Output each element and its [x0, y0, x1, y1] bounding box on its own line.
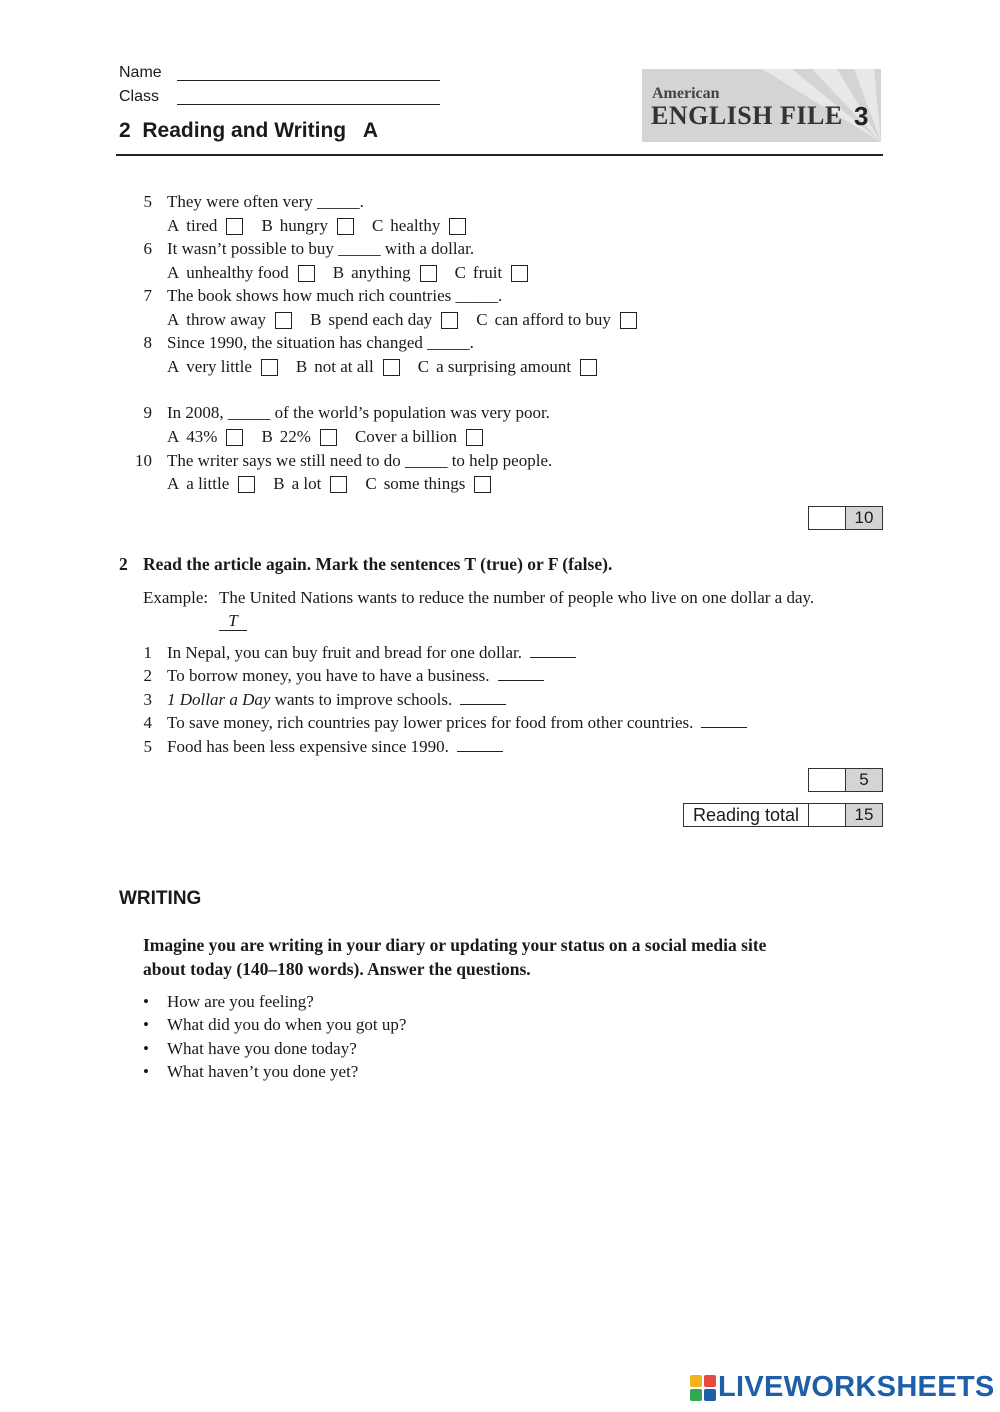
checkbox[interactable] [226, 218, 243, 235]
item-number: 5 [143, 737, 152, 756]
example-text: The United Nations wants to reduce the number of people who live on one dollar a day. [219, 588, 815, 607]
question-text: They were often very _____. [167, 192, 364, 211]
checkbox[interactable] [320, 429, 337, 446]
question-number: 6 [143, 239, 152, 258]
class-label: Class [119, 88, 160, 105]
option-c: C can afford to buy [476, 309, 637, 331]
question-number: 5 [143, 192, 152, 211]
answer-options [167, 426, 501, 448]
checkbox[interactable] [580, 359, 597, 376]
item-text: To borrow money, you have to have a business. [167, 666, 490, 685]
question-number: 9 [143, 403, 152, 422]
option-c: C a surprising amount [418, 356, 597, 378]
bullet-marker: • [143, 1062, 149, 1081]
answer-blank[interactable] [530, 643, 576, 658]
brand-name: LIVEWORKSHEETS [718, 1371, 995, 1403]
liveworksheets-logo-icon [690, 1375, 716, 1401]
checkbox[interactable] [620, 312, 637, 329]
checkbox[interactable] [330, 476, 347, 493]
total-max: 15 [846, 804, 882, 826]
checkbox[interactable] [337, 218, 354, 235]
liveworksheets-brand [690, 1371, 995, 1404]
answer-options [167, 356, 615, 378]
item-number: 4 [143, 713, 152, 732]
question-number: 8 [143, 333, 152, 352]
item-number: 3 [143, 690, 152, 709]
reading-total-label: Reading total [684, 804, 809, 826]
item-text: To save money, rich countries pay lower prices for food from other countries. [167, 713, 694, 732]
item-number: 1 [143, 643, 152, 662]
checkbox[interactable] [466, 429, 483, 446]
answer-blank[interactable] [460, 690, 506, 705]
option-a: A tired [167, 215, 243, 237]
answer-options [167, 262, 546, 284]
checkbox[interactable] [420, 265, 437, 282]
checkbox[interactable] [449, 218, 466, 235]
american-english-file-logo [642, 69, 881, 142]
option-a: A throw away [167, 309, 292, 331]
question-text: It wasn’t possible to buy _____ with a dollar. [167, 239, 475, 258]
score-max: 5 [846, 769, 882, 791]
question-text: The book shows how much rich countries _____. [167, 286, 503, 305]
checkbox[interactable] [238, 476, 255, 493]
score-input[interactable] [809, 769, 846, 791]
checkbox[interactable] [275, 312, 292, 329]
checkbox[interactable] [226, 429, 243, 446]
name-field[interactable] [177, 80, 440, 81]
question-text: In 2008, _____ of the world’s population was very poor. [167, 403, 550, 422]
option-c: C some things [365, 473, 491, 495]
option-b: B hungry [261, 215, 354, 237]
item-text: Food has been less expensive since 1990. [167, 737, 449, 756]
option-a: A 43% [167, 426, 243, 448]
example-answer: T [219, 611, 247, 631]
option-a: A a little [167, 473, 255, 495]
question-text: The writer says we still need to do _____ to help people. [167, 451, 553, 470]
writing-heading: WRITING [119, 888, 202, 909]
section1-score-box [808, 506, 883, 530]
option-a: A unhealthy food [167, 262, 315, 284]
bullet-item: What have you done today? [167, 1039, 357, 1058]
section2-score-box [808, 768, 883, 792]
bullet-item: How are you feeling? [167, 992, 314, 1011]
answer-options [167, 309, 655, 331]
checkbox[interactable] [474, 476, 491, 493]
name-label: Name [119, 64, 162, 81]
task-number: 2 [119, 554, 128, 574]
logo-number: 3 [854, 101, 869, 131]
score-max: 10 [846, 507, 882, 529]
score-input[interactable] [809, 507, 846, 529]
checkbox[interactable] [511, 265, 528, 282]
bullet-item: What haven’t you done yet? [167, 1062, 359, 1081]
option-b: B not at all [296, 356, 400, 378]
total-input[interactable] [809, 804, 846, 826]
option-c: C fruit [455, 262, 529, 284]
option-c: C healthy [372, 215, 466, 237]
option-b: B anything [333, 262, 437, 284]
logo-big-text: ENGLISH FILE [651, 101, 843, 130]
question-number: 10 [135, 451, 152, 470]
checkbox[interactable] [298, 265, 315, 282]
question-text: Since 1990, the situation has changed _____. [167, 333, 474, 352]
writing-instruction-line-2: about today (140–180 words). Answer the questions. [143, 959, 531, 979]
option-a: A very little [167, 356, 278, 378]
item-number: 2 [143, 666, 152, 685]
option-b: B a lot [273, 473, 347, 495]
item-text: wants to improve schools. [270, 690, 453, 709]
class-field[interactable] [177, 104, 440, 105]
option-b: B spend each day [310, 309, 458, 331]
item-title: 1 Dollar a Day [167, 690, 271, 709]
checkbox[interactable] [441, 312, 458, 329]
task-instruction: Read the article again. Mark the sentences T (true) or F (false). [143, 554, 613, 574]
answer-options [167, 215, 484, 237]
page-title: 2 Reading and Writing A [119, 119, 379, 142]
option-b: B 22% [261, 426, 337, 448]
answer-blank[interactable] [457, 737, 503, 752]
answer-blank[interactable] [498, 666, 544, 681]
answer-blank[interactable] [701, 713, 747, 728]
item-text: In Nepal, you can buy fruit and bread for one dollar. [167, 643, 522, 662]
header-divider [116, 154, 883, 156]
reading-total-box [683, 803, 883, 827]
example-label: Example: [143, 588, 209, 607]
answer-options [167, 473, 509, 495]
question-number: 7 [143, 286, 152, 305]
logo-small-text: American [652, 85, 720, 102]
checkbox[interactable] [383, 359, 400, 376]
bullet-marker: • [143, 1039, 149, 1058]
bullet-marker: • [143, 1015, 149, 1034]
bullet-marker: • [143, 992, 149, 1011]
writing-instruction-line-1: Imagine you are writing in your diary or updating your status on a social media site [143, 935, 767, 955]
bullet-item: What did you do when you got up? [167, 1015, 407, 1034]
checkbox[interactable] [261, 359, 278, 376]
option-c: Cover a billion [355, 426, 483, 448]
